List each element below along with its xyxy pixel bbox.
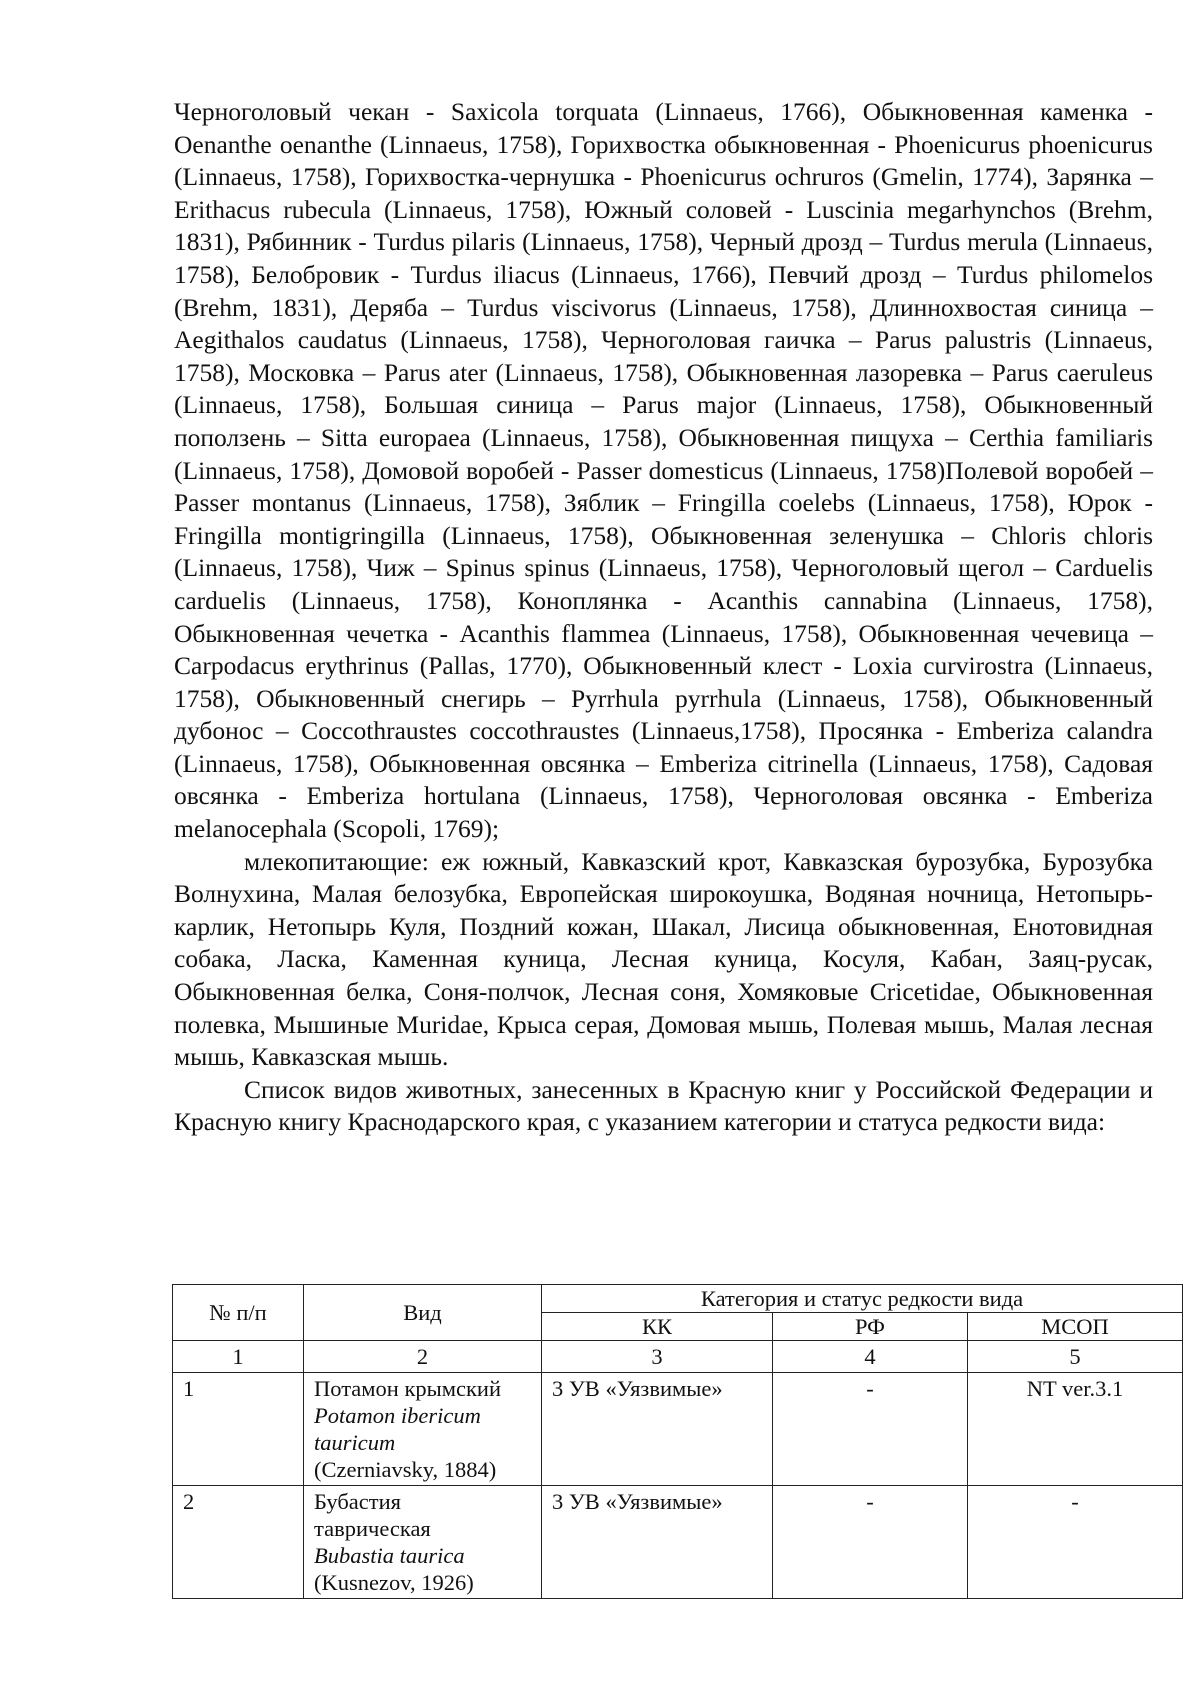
column-number: 1 (173, 1341, 304, 1373)
kk-status-cell: 3 УВ «Уязвимые» (542, 1486, 773, 1599)
table-header-row (173, 1285, 1183, 1313)
column-number: 2 (304, 1341, 542, 1373)
table-row (173, 1486, 1183, 1599)
species-author: (Kusnezov, 1926) (314, 1570, 474, 1595)
header-category-group: Категория и статус редкости вида (542, 1285, 1183, 1313)
mammals-paragraph: млекопитающие: еж южный, Кавказский крот, Кавказская бурозубка, Бурозубка Волнухина, Малая белозубка, Европейская широкоушка, Водяная ночница, Нетопырь-карлик, Нетопырь Куля, Поздний кожан, Шакал, Лисица обыкновенная, Енотовидная собака, Ласка, Каменная куница, Лесная куница, Косуля, Кабан, Заяц-русак, Обыкновенная белка, Соня-полчок, Лесная соня, Хомяковые Cricetidae, Обыкновенная полевка, Мышиные Muridae, Крыса серая, Домовая мышь, Полевая мышь, Малая лесная мышь, Кавказская мышь. (174, 846, 1153, 1072)
species-russian-name: таврическая (314, 1516, 431, 1541)
rf-status-cell: - (773, 1486, 968, 1599)
document-body (174, 96, 1153, 1139)
row-number: 1 (173, 1373, 304, 1486)
species-latin-name: tauricum (314, 1430, 396, 1455)
header-number: № п/п (173, 1285, 304, 1341)
species-russian-name: Бубастия (314, 1489, 401, 1514)
column-number: 5 (968, 1341, 1183, 1373)
kk-status-cell: 3 УВ «Уязвимые» (542, 1373, 773, 1486)
species-author: (Czerniavsky, 1884) (314, 1457, 497, 1482)
mcop-status-cell: - (968, 1486, 1183, 1599)
species-latin-name: Bubastia taurica (314, 1543, 465, 1568)
row-number: 2 (173, 1486, 304, 1599)
rf-status-cell: - (773, 1373, 968, 1486)
column-number-row (173, 1341, 1183, 1373)
species-cell (304, 1373, 542, 1486)
header-rf: РФ (773, 1313, 968, 1341)
red-book-intro-paragraph: Список видов животных, занесенных в Красную книг у Российской Федерации и Красную книгу Краснодарского края, с указанием категории и статуса редкости вида: (174, 1074, 1153, 1137)
species-cell (304, 1486, 542, 1599)
species-latin-name: Potamon ibericum (314, 1403, 481, 1428)
header-species: Вид (304, 1285, 542, 1341)
species-russian-name: Потамон крымский (314, 1376, 501, 1401)
table-row (173, 1373, 1183, 1486)
column-number: 3 (542, 1341, 773, 1373)
column-number: 4 (773, 1341, 968, 1373)
birds-paragraph: Черноголовый чекан - Saxicola torquata (Linnaeus, 1766), Обыкновенная каменка - Oenanthe oenanthe (Linnaeus, 1758), Горихвостка обыкновенная - Phoenicurus phoenicurus (Linnaeus, 1758), Горихвостка-чернушка - Phoenicurus ochruros (Gmelin, 1774), Зарянка – Erithacus rubecula (Linnaeus, 1758), Южный соловей - Luscinia megarhynchos (Brehm, 1831), Рябинник - Turdus pilaris (Linnaeus, 1758), Черный дрозд – Turdus merula (Linnaeus, 1758), Белобровик - Turdus iliacus (Linnaeus, 1766), Певчий дрозд – Turdus philomelos (Brehm, 1831), Деряба – Turdus viscivorus (Linnaeus, 1758), Длиннохвостая синица – Aegithalos caudatus (Linnaeus, 1758), Черноголовая гаичка – Parus palustris (Linnaeus, 1758), Московка – Parus ater (Linnaeus, 1758), Обыкновенная лазоревка – Parus caeruleus (Linnaeus, 1758), Большая синица – Parus major (Linnaeus, 1758), Обыкновенный поползень – Sitta europaea (Linnaeus, 1758), Обыкновенная пищуха – Certhia familiaris (Linnaeus, 1758), Домовой воробей - Passer domesticus (Linnaeus, 1758)Полевой воробей – Passer montanus (Linnaeus, 1758), Зяблик – Fringilla coelebs (Linnaeus, 1758), Юрок - Fringilla montigringilla (Linnaeus, 1758), Обыкновенная зеленушка – Chloris chloris (Linnaeus, 1758), Чиж – Spinus spinus (Linnaeus, 1758), Черноголовый щегол – Carduelis carduelis (Linnaeus, 1758), Коноплянка - Acanthis cannabina (Linnaeus, 1758), Обыкновенная чечетка - Acanthis flammea (Linnaeus, 1758), Обыкновенная чечевица – Carpodacus erythrinus (Pallas, 1770), Обыкновенный клест - Loxia curvirostra (Linnaeus, 1758), Обыкновенный снегирь – Pyrrhula pyrrhula (Linnaeus, 1758), Обыкновенный дубонос – Coccothraustes coccothraustes (Linnaeus,1758), Просянка - Emberiza calandra (Linnaeus, 1758), Обыкновенная овсянка – Emberiza citrinella (Linnaeus, 1758), Садовая овсянка - Emberiza hortulana (Linnaeus, 1758), Черноголовая овсянка - Emberiza melanocephala (Scopoli, 1769); (174, 97, 1153, 844)
red-book-species-table (172, 1284, 1183, 1599)
mcop-status-cell: NT ver.3.1 (968, 1373, 1183, 1486)
header-mcop: МСОП (968, 1313, 1183, 1341)
header-kk: КК (542, 1313, 773, 1341)
